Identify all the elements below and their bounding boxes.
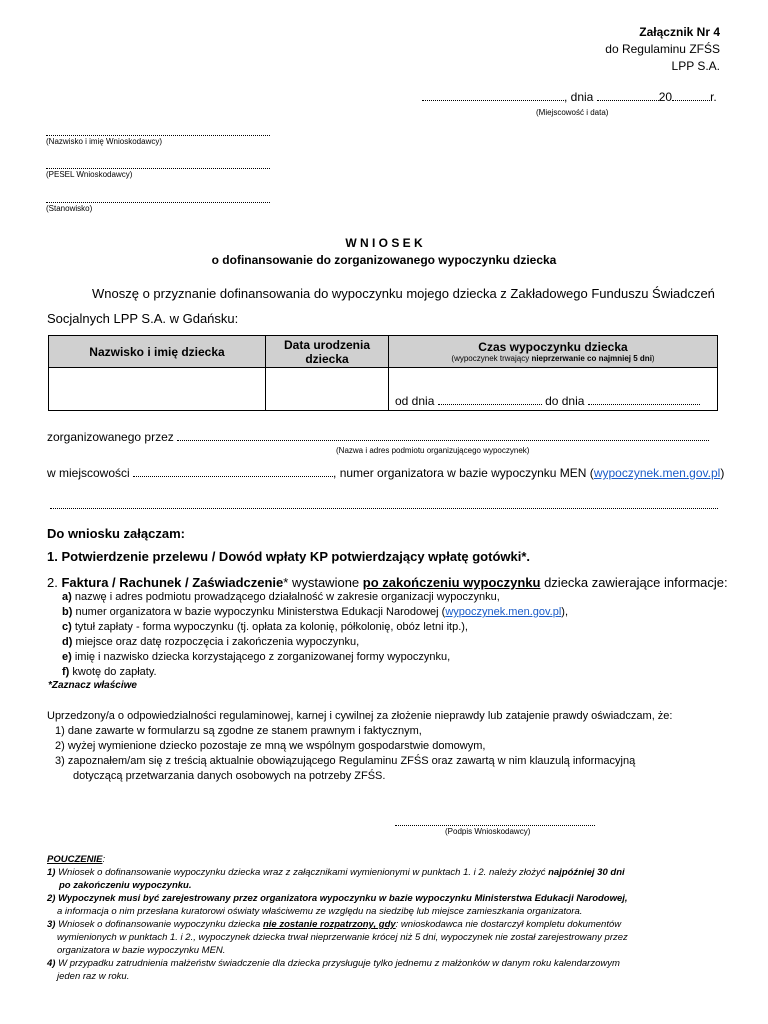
organizer-caption: (Nazwa i adres podmiotu organizującego wypoczynek): [336, 446, 530, 455]
table-row: [49, 368, 718, 411]
company-name: LPP S.A.: [671, 59, 720, 73]
instructions-title: POUCZENIE:: [47, 854, 106, 865]
year-suffix: r.: [710, 90, 717, 104]
child-name-cell[interactable]: [49, 368, 266, 411]
list-item: f) kwotę do zapłaty.: [62, 666, 157, 678]
declaration-point-2: 2) wyżej wymienione dziecko pozostaje ze mną we wspólnym gospodarstwie domowym,: [55, 740, 486, 752]
declaration-point-3-cont: dotyczącą przetwarzania danych osobowych na potrzeby ZFŚS.: [73, 770, 386, 782]
to-date-label: do dnia: [545, 394, 585, 408]
place-date-line[interactable]: [422, 90, 717, 104]
locality-line[interactable]: w miejscowości , numer organizatora w bazie wypoczynku MEN (wypoczynek.men.gov.pl): [47, 466, 725, 480]
attachment-header: [605, 24, 720, 75]
attachment-sublist: [62, 590, 568, 680]
declaration-point-1: 1) dane zawarte w formularzu są zgodne ze stanem prawnym i faktycznym,: [55, 725, 422, 737]
column-vacation-period: Czas wypoczynku dziecka (wypoczynek trwający nieprzerwanie co najmniej 5 dni): [389, 336, 718, 368]
list-item: 2) Wypoczynek musi być zarejestrowany przez organizatora wypoczynku w bazie wypoczynku Ministerstwa Edukacji Narodowej,: [47, 893, 628, 904]
from-date-field[interactable]: [438, 395, 542, 405]
birth-date-cell[interactable]: [266, 368, 389, 411]
regulation-reference: do Regulaminu ZFŚS: [605, 42, 720, 56]
attachment-item-1: 1. Potwierdzenie przelewu / Dowód wpłaty KP potwierdzający wpłatę gotówki*.: [47, 549, 531, 564]
organizer-line[interactable]: [47, 430, 709, 444]
column-birth-date: Data urodzenia dziecka: [266, 336, 389, 368]
to-date-field[interactable]: [588, 395, 700, 405]
declaration: [47, 709, 673, 784]
from-date-label: od dnia: [395, 394, 435, 408]
form-subtitle: o dofinansowanie do zorganizowanego wypoczynku dziecka: [211, 253, 557, 267]
signature-caption: (Podpis Wnioskodawcy): [445, 827, 531, 836]
list-item: b) numer organizatora w bazie wypoczynku Ministerstwa Edukacji Narodowej (wypoczynek.men.gov.pl),: [62, 606, 569, 618]
child-table: [48, 335, 718, 411]
men-database-link[interactable]: wypoczynek.men.gov.pl: [593, 466, 721, 480]
applicant-position-caption: (Stanowisko): [46, 204, 93, 213]
organizer-field[interactable]: [177, 431, 709, 441]
applicant-pesel-caption: (PESEL Wnioskodawcy): [46, 170, 133, 179]
declaration-intro: Uprzedzony/a o odpowiedzialności regulaminowej, karnej i cywilnej za złożenie nieprawdy lub zatajenie prawdy oświadczam, że:: [47, 710, 673, 722]
attachment-item-2: 2. Faktura / Rachunek / Zaświadczenie* wystawione po zakończeniu wypoczynku dziecka zawierające informacje:: [47, 575, 728, 590]
organizer-number-label: , numer organizatora w bazie wypoczynku MEN (: [333, 466, 594, 480]
place-date-caption: (Miejscowość i data): [536, 108, 609, 117]
place-field[interactable]: [422, 91, 564, 101]
form-title: W N I O S E K: [345, 236, 423, 250]
intro-line-2: Socjalnych LPP S.A. w Gdańsku:: [47, 311, 239, 326]
locality-field[interactable]: [133, 467, 333, 477]
attachment-footnote: *Zaznacz właściwe: [48, 680, 137, 691]
attachment-number: Załącznik Nr 4: [639, 25, 720, 39]
attachments-heading: Do wniosku załączam:: [47, 526, 185, 541]
declaration-point-3: 3) zapoznałem/am się z treścią aktualnie obowiązującego Regulaminu ZFŚS oraz zawartą w nim klauzulą informacyjną: [55, 755, 636, 767]
period-cell[interactable]: [389, 368, 718, 411]
column-child-name: Nazwisko i imię dziecka: [49, 336, 266, 368]
list-item: 1) Wniosek o dofinansowanie wypoczynku dziecka wraz z załącznikami wymienionymi w punktach 1. i 2. należy złożyć najpóźniej 30 dni: [47, 867, 625, 878]
date-label: , dnia: [564, 90, 594, 104]
organizer-label: zorganizowanego przez: [47, 430, 174, 444]
table-header-row: [49, 336, 718, 368]
organizer-number-field[interactable]: [50, 496, 718, 514]
list-item: d) miejsce oraz datę rozpoczęcia i zakończenia wypoczynku,: [62, 636, 360, 648]
date-field[interactable]: [597, 91, 659, 101]
year-prefix: 20: [658, 90, 673, 104]
list-item: 3) Wniosek o dofinansowanie wypoczynku dziecka nie zostanie rozpatrzony, gdy: wnioskodawca nie dostarczył kompletu dokumentów: [47, 919, 622, 930]
locality-label: w miejscowości: [47, 466, 130, 480]
list-item: a) nazwę i adres podmiotu prowadzącego działalność w zakresie organizacji wypoczynku,: [62, 591, 500, 603]
applicant-name-caption: (Nazwisko i imię Wnioskodawcy): [46, 137, 163, 146]
list-item: e) imię i nazwisko dziecka korzystającego z zorganizowanej formy wypoczynku,: [62, 651, 451, 663]
men-database-link-2[interactable]: wypoczynek.men.gov.pl: [445, 606, 562, 618]
intro-line-1: Wnoszę o przyznanie dofinansowania do wypoczynku mojego dziecka z Zakładowego Funduszu Świadczeń: [92, 286, 715, 301]
list-item: 4) W przypadku zatrudnienia małżeństw świadczenie dla dziecka przysługuje tylko jednemu z małżonków w danym roku kalendarzowym: [47, 958, 620, 969]
year-field[interactable]: [672, 91, 710, 101]
instructions: POUCZENIE: 1) Wniosek o dofinansowanie wypoczynku dziecka wraz z załącznikami wymienionymi w punktach 1. i 2. należy złożyć najpóźniej 30 dni po zakończeniu wypoczynku. 2) Wypoczynek musi być zarejestrowany przez organizatora wypoczynku w bazie wypoczynku Ministerstwa Edukacji Narodowej, a informacja o nim przesłana kuratorowi oświaty właściwemu ze względu na siedzibę lub miejsce zamieszkania organizatora. 3) Wniosek o dofinansowanie wypoczynku dziecka nie zostanie rozpatrzony, gdy: wnioskodawca nie dostarczył kompletu dokumentów wymienionych w punktach 1. i 2., wypoczynek dziecka trwał nieprzerwanie krócej niż 5 dni, wypoczynek nie został zarejestrowany przez organizatora w bazie wypoczynku MEN. 4) W przypadku zatrudnienia małżeństw świadczenie dla dziecka przysługuje tylko jednemu z małżonków w danym roku kalendarzowym jeden raz w roku.: [47, 854, 628, 982]
list-item: c) tytuł zapłaty - forma wypoczynku (tj. opłata za kolonię, półkolonię, obóz letni itp.),: [62, 621, 468, 633]
